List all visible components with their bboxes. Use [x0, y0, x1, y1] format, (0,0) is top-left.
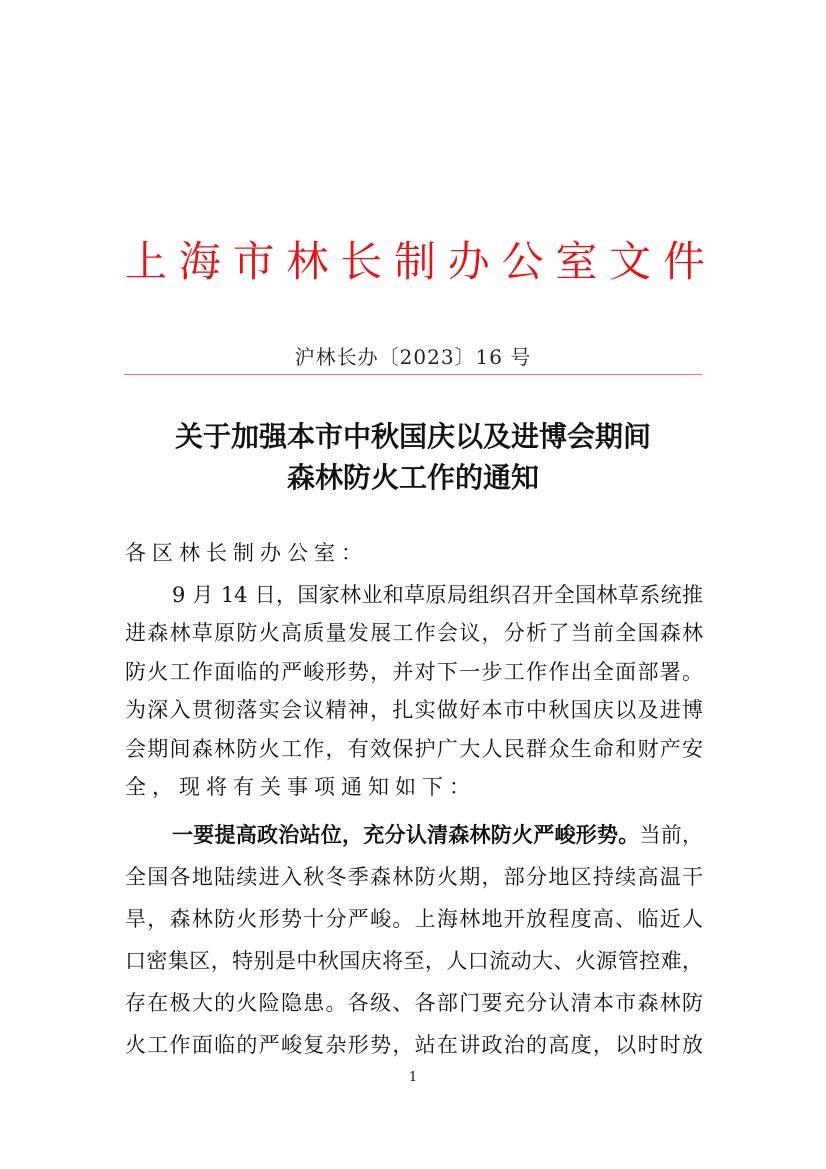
paragraph-2-lead: 一要提高政治站位，充分认清森林防火严峻形势。 [172, 823, 640, 847]
document-title: 上海市林长制办公室文件 [125, 237, 705, 286]
paragraph-2-first-rest: 当前， [639, 823, 703, 847]
paragraph-2-line: 口密集区，特别是中秋国庆将至，人口流动大、火源管控难， [125, 949, 703, 973]
paragraph-1-line: 进森林草原防火高质量发展工作会议，分析了当前全国森林 [125, 621, 703, 645]
document-number: 沪林长办〔2023〕16 号 [294, 345, 532, 369]
notice-heading-line-2: 森林防火工作的通知 [286, 461, 539, 494]
notice-heading-line-1: 关于加强本市中秋国庆以及进博会期间 [174, 420, 651, 453]
paragraph-2-line: 存在极大的火险隐患。各级、各部门要充分认清本市森林防 [125, 991, 703, 1015]
salutation: 各区林长制办公室： [125, 541, 368, 565]
paragraph-1-line: 会期间森林防火工作，有效保护广大人民群众生命和财产安 [125, 737, 703, 761]
paragraph-1-line: 为深入贯彻落实会议精神，扎实做好本市中秋国庆以及进博 [125, 698, 703, 722]
red-divider [124, 374, 702, 375]
paragraph-1-line: 9 月 14 日，国家林业和草原局组织召开全国林草系统推 [172, 583, 703, 607]
paragraph-2-first-line [172, 820, 703, 850]
paragraph-1-line: 全，现将有关事项通知如下： [125, 775, 476, 799]
paragraph-1-line: 防火工作面临的严峻形势，并对下一步工作作出全面部署。 [125, 660, 703, 684]
paragraph-2-line: 火工作面临的严峻复杂形势，站在讲政治的高度，以时时放 [125, 1033, 703, 1057]
page-number: 1 [408, 1070, 418, 1085]
paragraph-2-line: 旱，森林防火形势十分严峻。上海林地开放程度高、临近人 [125, 907, 703, 931]
paragraph-2-line: 全国各地陆续进入秋冬季森林防火期，部分地区持续高温干 [125, 865, 703, 889]
